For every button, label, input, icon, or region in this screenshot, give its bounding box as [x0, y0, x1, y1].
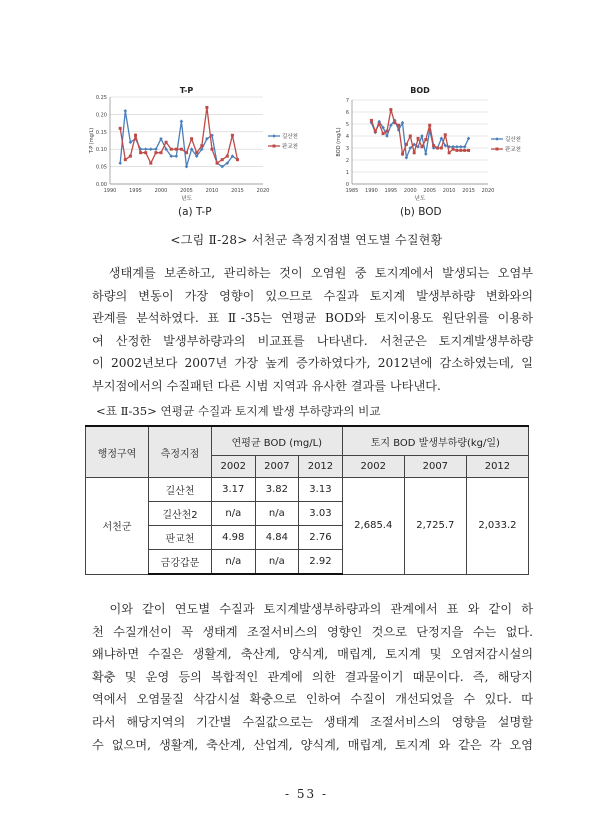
table-row	[86, 478, 529, 502]
data-point	[382, 132, 385, 135]
data-point	[389, 108, 392, 111]
x-tick-label: 1990	[365, 188, 378, 194]
data-point	[211, 148, 214, 151]
data-point	[149, 147, 153, 151]
bod-chart	[334, 86, 524, 206]
site-cell: 금강갑문	[149, 550, 212, 575]
paragraph-line: 역에서 오염물질 삭감시설 확충으로 인하여 수질이 개선되었을 수 있다. 따	[92, 692, 533, 707]
data-point	[417, 137, 420, 140]
header-bod-group: 연평균 BOD (mg/L)	[212, 426, 343, 456]
data-point	[134, 134, 137, 137]
legend-marker	[272, 134, 276, 138]
bod-cell: n/a	[255, 502, 299, 526]
x-axis-label: 년도	[181, 196, 192, 202]
data-point	[216, 162, 219, 165]
data-point	[467, 149, 470, 152]
legend-label: 길산천	[282, 134, 298, 140]
legend-marker	[495, 137, 499, 141]
data-point	[393, 121, 396, 124]
figure-caption: <그림 Ⅱ-28> 서천군 측정지점별 연도별 수질현황	[170, 233, 443, 247]
legend-marker	[273, 145, 276, 148]
data-point	[374, 130, 377, 133]
x-tick-label: 2020	[256, 188, 270, 194]
data-point	[424, 138, 427, 141]
data-point	[139, 151, 142, 154]
legend-label: 길산천	[505, 137, 521, 143]
x-tick-label: 2010	[205, 188, 219, 194]
y-tick-label: 0.25	[95, 95, 107, 101]
data-point	[160, 151, 163, 154]
data-point	[180, 148, 183, 151]
paragraph-line: 여 산정한 발생부하량과의 비교표를 나타낸다. 서천군은 토지계발생부하량	[92, 333, 533, 348]
data-point	[385, 130, 388, 133]
data-point	[420, 134, 424, 138]
data-point	[463, 149, 466, 152]
header-load-group: 토지 BOD 발생부하량(kg/일)	[342, 426, 528, 456]
x-tick-label: 2000	[154, 188, 168, 194]
bod-chart-sublabel: (b) BOD	[400, 206, 442, 218]
y-tick-label: 5	[345, 122, 349, 128]
series-line	[371, 120, 468, 157]
data-point	[459, 149, 462, 152]
data-point	[444, 133, 447, 136]
y-tick-label: 1	[345, 170, 349, 176]
x-tick-label: 1985	[345, 188, 359, 194]
legend-label: 판교천	[505, 147, 521, 153]
tp-chart-sublabel: (a) T-P	[178, 206, 212, 218]
bod-cell: n/a	[212, 550, 256, 575]
data-point	[170, 148, 173, 151]
region-cell: 서천군	[86, 478, 149, 575]
site-cell: 길산천	[149, 478, 212, 502]
data-point	[436, 147, 439, 150]
y-axis-label: T-P (mg/L)	[89, 127, 95, 154]
paragraph-line: 확충 및 운영 등의 복합적인 관계에 의한 결과물이기 때문이다. 즉, 해당지	[92, 669, 533, 684]
data-point	[119, 127, 122, 130]
paragraph-line: 하량의 변동이 가장 영향이 있으므로 수질과 토지계 발생부하량 변화와의	[92, 288, 533, 303]
data-point	[231, 134, 234, 137]
header-year: 2002	[212, 456, 256, 478]
data-point	[195, 151, 198, 154]
header-region: 행정구역	[86, 426, 149, 478]
data-point	[401, 153, 404, 156]
paragraph-line: 부지점에서의 수질패턴 다른 시범 지역과 유사한 결과를 나타낸다.	[92, 378, 441, 393]
y-tick-label: 2	[345, 158, 349, 164]
data-point	[190, 137, 193, 140]
header-year: 2012	[466, 456, 528, 478]
paragraph-line: 왜냐하면 수질은 생활계, 축산계, 양식계, 매립계, 토지계 및 오염저감시설의	[92, 647, 533, 662]
paragraph-2	[92, 598, 533, 756]
data-point	[200, 144, 203, 147]
data-point	[124, 158, 127, 161]
data-point	[144, 151, 147, 154]
data-point	[165, 141, 168, 144]
header-site: 측정지점	[149, 426, 212, 478]
bod-cell: 2.92	[299, 550, 343, 575]
y-tick-label: 0.10	[95, 147, 107, 154]
paragraph-line: 이 2002년보다 2007년 가장 높게 증가하였다가, 2012년에 감소하였는데, 일	[92, 356, 533, 371]
data-point	[424, 152, 428, 156]
data-point	[370, 119, 373, 122]
header-year: 2012	[299, 456, 343, 478]
y-tick-label: 0.05	[95, 164, 107, 171]
bod-cell: 3.82	[255, 478, 299, 502]
load-cell: 2,685.4	[342, 478, 404, 575]
y-tick-label: 0.00	[95, 182, 107, 188]
data-point	[405, 156, 409, 160]
data-point	[378, 123, 381, 126]
table-caption: <표 Ⅱ-35> 연평균 수질과 토지계 발생 부하량과의 비교	[96, 404, 381, 418]
data-point	[205, 106, 208, 109]
x-tick-label: 2005	[180, 188, 193, 194]
header-year: 2007	[255, 456, 299, 478]
y-tick-label: 0.20	[95, 112, 107, 119]
x-tick-label: 2015	[462, 188, 475, 194]
data-point	[149, 162, 152, 165]
data-point	[455, 149, 458, 152]
paragraph-line: 관계를 분석하였다. 표 Ⅱ-35는 연평균 BOD와 토지이용도 원단위를 이용하	[92, 311, 533, 326]
data-point	[226, 155, 229, 158]
data-point	[185, 165, 189, 169]
y-tick-label: 0.15	[95, 129, 107, 136]
data-point	[420, 145, 423, 148]
tp-chart	[88, 86, 303, 206]
data-point	[144, 147, 148, 151]
bod-cell: 3.13	[299, 478, 343, 502]
data-point	[221, 158, 224, 161]
y-tick-label: 6	[345, 110, 349, 116]
legend-marker	[496, 148, 499, 151]
y-tick-label: 0	[345, 182, 349, 188]
chart-title: BOD	[410, 86, 430, 95]
bod-cell: 3.17	[212, 478, 256, 502]
paragraph-line: 수 없으며, 생활계, 축산계, 산업계, 양식계, 매립계, 토지계 와 같은 각 오염	[92, 737, 533, 752]
page-number: - 53 -	[284, 787, 328, 801]
legend-label: 판교천	[282, 144, 298, 150]
data-point	[428, 124, 431, 127]
data-point	[154, 151, 157, 154]
data-point	[432, 144, 435, 147]
bod-cell: 2.76	[299, 526, 343, 550]
data-point	[397, 124, 400, 127]
comparison-table	[85, 425, 529, 575]
data-point	[175, 154, 179, 158]
load-cell: 2,725.7	[404, 478, 466, 575]
data-point	[118, 161, 122, 165]
x-tick-label: 1990	[103, 188, 117, 194]
data-point	[124, 109, 128, 113]
x-axis-label: 년도	[414, 196, 426, 202]
data-point	[180, 120, 184, 124]
x-tick-label: 1995	[384, 188, 398, 194]
data-point	[452, 148, 455, 151]
x-tick-label: 2020	[481, 188, 495, 194]
paragraph-line: 생태계를 보존하고, 관리하는 것이 오염원 중 토지계에서 발생되는 오염부	[92, 266, 533, 280]
paragraph-line: 라서 해당지역의 기간별 수질값으로는 생태계 조절서비스의 영향을 설명할	[92, 714, 533, 729]
site-cell: 판교천	[149, 526, 212, 550]
y-tick-label: 7	[345, 98, 349, 104]
chart-title: T-P	[179, 86, 194, 95]
bod-cell: 3.03	[299, 502, 343, 526]
data-point	[175, 148, 178, 151]
bod-cell: 4.98	[212, 526, 256, 550]
paragraph-1	[92, 262, 533, 398]
bod-cell: n/a	[212, 502, 256, 526]
data-point	[413, 151, 416, 154]
y-tick-label: 4	[345, 134, 349, 140]
y-axis-label: BOD (mg/L)	[336, 127, 342, 157]
data-point	[236, 158, 239, 161]
site-cell: 길산천2	[149, 502, 212, 526]
series-line	[120, 111, 237, 167]
x-tick-label: 2005	[423, 188, 437, 194]
data-point	[409, 135, 412, 138]
x-tick-label: 2010	[442, 188, 456, 194]
data-point	[185, 151, 188, 154]
paragraph-line: 이와 같이 연도별 수질과 토지계발생부하량과의 관계에서 표 와 같이 하	[92, 602, 533, 616]
load-cell: 2,033.2	[466, 478, 528, 575]
x-tick-label: 2015	[231, 188, 244, 194]
bod-cell: 4.84	[255, 526, 299, 550]
x-tick-label: 1995	[129, 188, 142, 194]
y-tick-label: 3	[345, 146, 349, 152]
data-point	[405, 143, 408, 146]
header-year: 2007	[404, 456, 466, 478]
data-point	[448, 151, 451, 154]
x-tick-label: 2000	[403, 188, 417, 194]
bod-cell: n/a	[255, 550, 299, 575]
header-year: 2002	[342, 456, 404, 478]
paragraph-line: 천 수질개선이 꼭 생태계 조절서비스의 영향인 것으로 단정지을 수는 없다.	[92, 624, 533, 639]
data-point	[440, 147, 443, 150]
data-point	[129, 155, 132, 158]
